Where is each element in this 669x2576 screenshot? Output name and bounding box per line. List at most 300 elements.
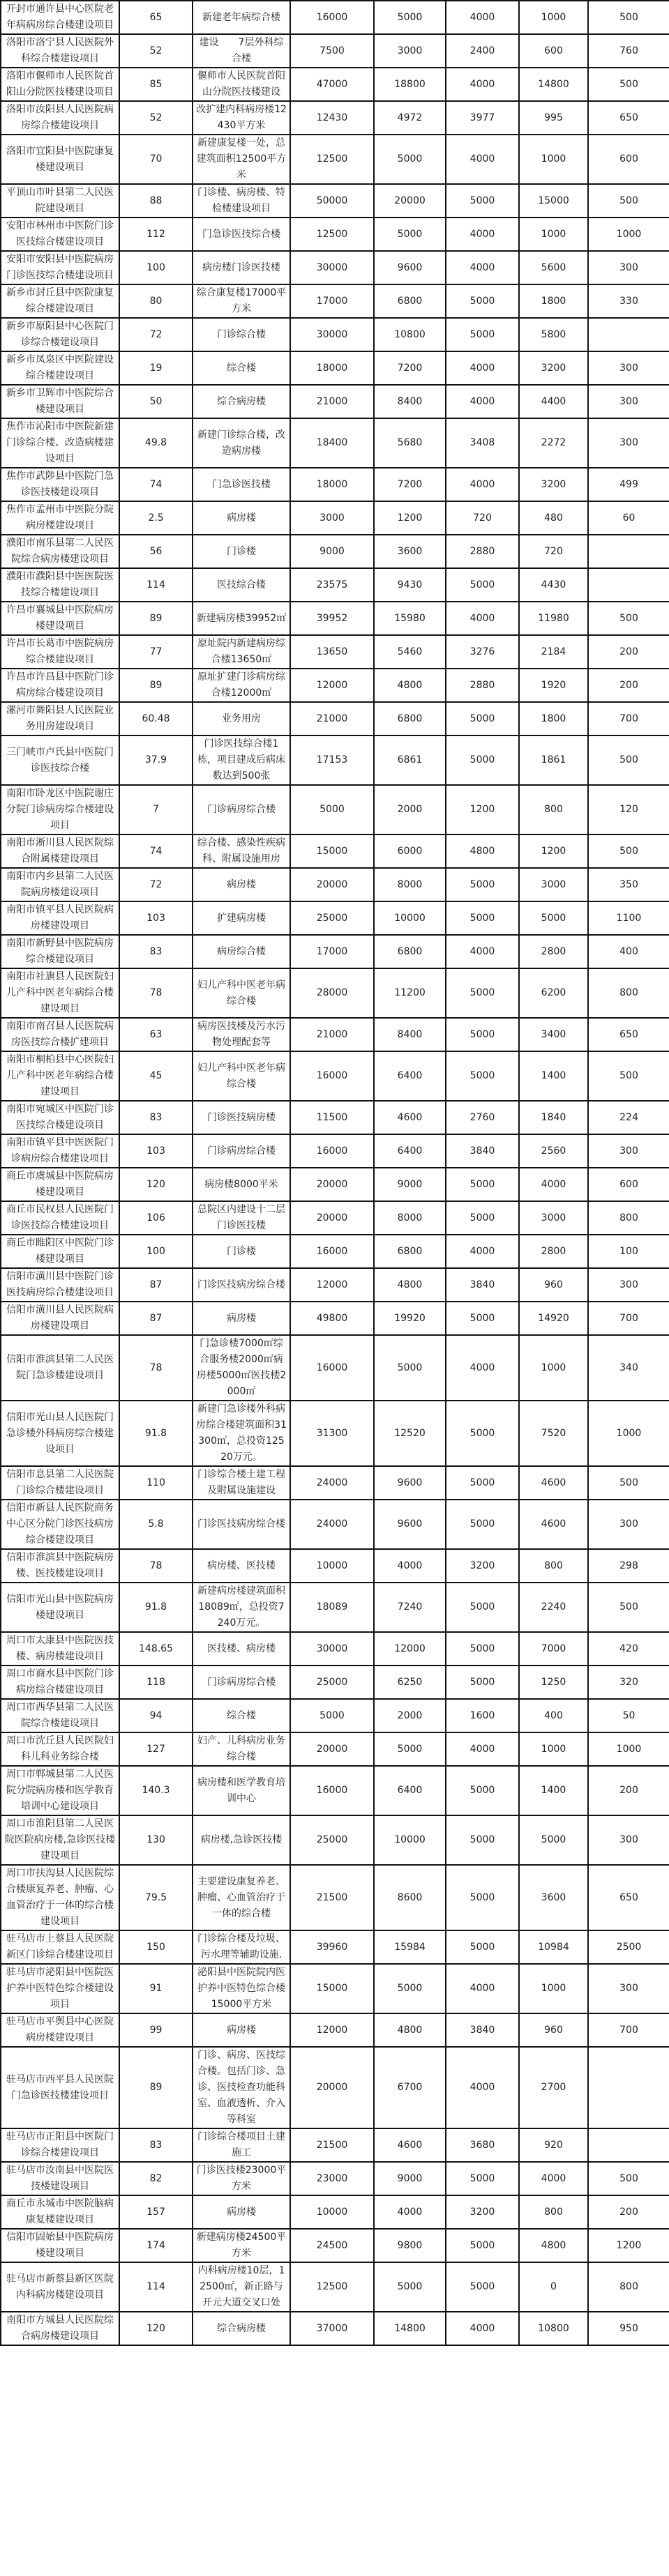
construction-content-cell: 门诊医技楼23000平方米	[193, 2162, 290, 2195]
floor-area-cell: 12500	[290, 2262, 374, 2312]
equipment-cell: 760	[588, 34, 669, 68]
project-name-cell: 驻马店市新蔡县新区医院内科病房楼建设项目	[1, 2262, 119, 2312]
central-investment-cell: 4000	[446, 251, 519, 284]
total-investment-cell: 4000	[374, 2195, 446, 2229]
central-investment-cell: 5000	[446, 1865, 519, 1930]
central-investment-cell: 4000	[446, 935, 519, 968]
equipment-cell: 700	[588, 1302, 669, 1335]
central-investment-cell: 5000	[446, 868, 519, 901]
equipment-cell: 600	[588, 135, 669, 184]
central-investment-cell: 3977	[446, 101, 519, 135]
local-funding-cell: 1200	[519, 834, 588, 868]
local-funding-cell: 15000	[519, 184, 588, 218]
local-funding-cell: 10800	[519, 2312, 588, 2345]
central-investment-cell: 5000	[446, 2162, 519, 2195]
beds-cell: 74	[119, 468, 193, 501]
central-investment-cell: 5000	[446, 1302, 519, 1335]
table-row	[1, 834, 669, 868]
table-row	[1, 68, 669, 101]
central-investment-cell: 3680	[446, 2128, 519, 2162]
table-row	[1, 968, 669, 1018]
total-investment-cell: 5000	[374, 1732, 446, 1766]
table-row	[1, 1583, 669, 1632]
table-row	[1, 1865, 669, 1930]
table-row	[1, 1549, 669, 1583]
construction-content-cell: 内科病房楼10层，12500㎡，新正路与开元大道交叉口处	[193, 2262, 290, 2312]
central-investment-cell: 2760	[446, 1101, 519, 1134]
construction-content-cell: 病房楼8000平米	[193, 1168, 290, 1201]
central-investment-cell: 5000	[446, 1018, 519, 1051]
equipment-cell: 2500	[588, 1930, 669, 1964]
central-investment-cell: 5000	[446, 1401, 519, 1466]
local-funding-cell: 995	[519, 101, 588, 135]
central-investment-cell: 5000	[446, 702, 519, 736]
central-investment-cell: 3200	[446, 2195, 519, 2229]
table-row	[1, 2128, 669, 2162]
central-investment-cell: 4000	[446, 468, 519, 501]
floor-area-cell: 49800	[290, 1302, 374, 1335]
project-name-cell: 焦作市武陟县中医院门急诊医技楼建设项目	[1, 468, 119, 501]
project-name-cell: 安阳市林州市中医院门诊医技综合楼建设项目	[1, 218, 119, 251]
local-funding-cell: 3200	[519, 468, 588, 501]
local-funding-cell: 800	[519, 2195, 588, 2229]
equipment-cell: 200	[588, 1766, 669, 1815]
total-investment-cell: 5680	[374, 418, 446, 468]
total-investment-cell: 6800	[374, 935, 446, 968]
local-funding-cell: 1000	[519, 1, 588, 34]
beds-cell: 70	[119, 135, 193, 184]
total-investment-cell: 9000	[374, 2162, 446, 2195]
equipment-cell: 120	[588, 785, 669, 834]
floor-area-cell: 21500	[290, 1865, 374, 1930]
local-funding-cell: 1800	[519, 284, 588, 318]
project-name-cell: 洛阳市汝阳县人民医院病房综合楼建设项目	[1, 101, 119, 135]
central-investment-cell: 3200	[446, 1549, 519, 1583]
table-row	[1, 1, 669, 34]
equipment-cell: 650	[588, 1865, 669, 1930]
central-investment-cell: 4000	[446, 1964, 519, 2013]
local-funding-cell: 4600	[519, 1466, 588, 1500]
construction-content-cell: 门急诊医技综合楼	[193, 218, 290, 251]
construction-content-cell: 门诊楼、病房楼、特检楼建设项目	[193, 184, 290, 218]
total-investment-cell: 19920	[374, 1302, 446, 1335]
equipment-cell: 350	[588, 868, 669, 901]
construction-content-cell: 门急诊楼7000㎡综合服务楼2000㎡病房楼5000㎡医技楼2000㎡	[193, 1335, 290, 1401]
central-investment-cell: 3840	[446, 2013, 519, 2047]
beds-cell: 72	[119, 868, 193, 901]
beds-cell: 80	[119, 284, 193, 318]
table-row	[1, 935, 669, 968]
central-investment-cell: 5000	[446, 1632, 519, 1666]
beds-cell: 45	[119, 1051, 193, 1101]
floor-area-cell: 15000	[290, 1964, 374, 2013]
equipment-cell: 1000	[588, 1732, 669, 1766]
local-funding-cell: 1000	[519, 135, 588, 184]
equipment-cell: 500	[588, 834, 669, 868]
total-investment-cell: 8400	[374, 385, 446, 418]
floor-area-cell: 25000	[290, 1815, 374, 1865]
central-investment-cell: 5000	[446, 736, 519, 785]
equipment-cell: 300	[588, 251, 669, 284]
total-investment-cell: 1200	[374, 501, 446, 535]
table-row	[1, 1018, 669, 1051]
equipment-cell: 200	[588, 635, 669, 669]
beds-cell: 83	[119, 935, 193, 968]
floor-area-cell: 12430	[290, 101, 374, 135]
total-investment-cell: 5000	[374, 1964, 446, 2013]
table-row	[1, 101, 669, 135]
project-name-cell: 洛阳市洛宁县人民医院外科综合楼建设项目	[1, 34, 119, 68]
project-name-cell: 周口市商水县中医院门诊病房综合楼建设项目	[1, 1666, 119, 1699]
floor-area-cell: 30000	[290, 318, 374, 351]
floor-area-cell: 39952	[290, 602, 374, 635]
local-funding-cell: 1000	[519, 1964, 588, 2013]
table-row	[1, 1699, 669, 1732]
floor-area-cell: 25000	[290, 901, 374, 935]
project-name-cell: 周口市西华县第二人民医院综合楼建设项目	[1, 1699, 119, 1732]
construction-content-cell: 门诊医技综合楼1栋，项目建成后病床数达到500张	[193, 736, 290, 785]
floor-area-cell: 30000	[290, 251, 374, 284]
equipment-cell: 200	[588, 669, 669, 702]
central-investment-cell: 1600	[446, 1699, 519, 1732]
local-funding-cell: 2240	[519, 1583, 588, 1632]
construction-content-cell: 病房楼	[193, 1302, 290, 1335]
project-name-cell: 焦作市孟州市中医院分院病房楼建设项目	[1, 501, 119, 535]
total-investment-cell: 8000	[374, 868, 446, 901]
construction-content-cell: 门诊病房综合楼	[193, 1134, 290, 1168]
central-investment-cell: 4000	[446, 218, 519, 251]
table-row	[1, 736, 669, 785]
total-investment-cell: 12000	[374, 1632, 446, 1666]
project-name-cell: 信阳市固始县中医院病房楼建设项目	[1, 2229, 119, 2262]
project-name-cell: 濮阳市南乐县第二人民医院综合病房楼建设项目	[1, 535, 119, 568]
local-funding-cell: 3600	[519, 1865, 588, 1930]
central-investment-cell: 5000	[446, 1201, 519, 1235]
floor-area-cell: 11500	[290, 1101, 374, 1134]
floor-area-cell: 16000	[290, 1051, 374, 1101]
project-name-cell: 驻马店市上蔡县人民医院新区门诊综合楼建设项目	[1, 1930, 119, 1964]
beds-cell: 50	[119, 385, 193, 418]
beds-cell: 106	[119, 1201, 193, 1235]
table-row	[1, 2162, 669, 2195]
floor-area-cell: 24000	[290, 1500, 374, 1549]
beds-cell: 103	[119, 1134, 193, 1168]
project-name-cell: 南阳市卧龙区中医院谢庄分院门诊病房综合楼建设项目	[1, 785, 119, 834]
central-investment-cell: 4000	[446, 1235, 519, 1268]
beds-cell: 83	[119, 2128, 193, 2162]
local-funding-cell: 1250	[519, 1666, 588, 1699]
floor-area-cell: 20000	[290, 2047, 374, 2128]
local-funding-cell: 3000	[519, 868, 588, 901]
local-funding-cell: 2272	[519, 418, 588, 468]
local-funding-cell: 2184	[519, 635, 588, 669]
total-investment-cell: 6400	[374, 1134, 446, 1168]
total-investment-cell: 9800	[374, 2229, 446, 2262]
beds-cell: 91	[119, 1964, 193, 2013]
table-row	[1, 418, 669, 468]
floor-area-cell: 16000	[290, 1766, 374, 1815]
project-name-cell: 平顶山市叶县第二人民医院建设项目	[1, 184, 119, 218]
floor-area-cell: 28000	[290, 968, 374, 1018]
equipment-cell: 300	[588, 1500, 669, 1549]
table-row	[1, 1732, 669, 1766]
floor-area-cell: 31300	[290, 1401, 374, 1466]
equipment-cell: 330	[588, 284, 669, 318]
project-name-cell: 许昌市襄城县中医院病房楼建设项目	[1, 602, 119, 635]
project-name-cell: 商丘市永城市中医院脑病康复楼建设项目	[1, 2195, 119, 2229]
beds-cell: 74	[119, 834, 193, 868]
central-investment-cell: 5000	[446, 1466, 519, 1500]
floor-area-cell: 18000	[290, 468, 374, 501]
beds-cell: 63	[119, 1018, 193, 1051]
construction-content-cell: 门诊医技病房楼	[193, 1101, 290, 1134]
equipment-cell: 700	[588, 2013, 669, 2047]
equipment-cell: 300	[588, 1964, 669, 2013]
local-funding-cell: 2800	[519, 1235, 588, 1268]
table-row	[1, 218, 669, 251]
project-name-cell: 南阳市桐柏县中心医院妇儿产科中医老年病综合楼建设项目	[1, 1051, 119, 1101]
construction-content-cell: 建设 7层外科综合楼	[193, 34, 290, 68]
local-funding-cell: 3400	[519, 1018, 588, 1051]
construction-content-cell: 扩建病房楼	[193, 901, 290, 935]
construction-content-cell: 病房楼	[193, 2013, 290, 2047]
total-investment-cell: 18800	[374, 68, 446, 101]
total-investment-cell: 4800	[374, 669, 446, 702]
project-name-cell: 南阳市方城县人民医院综合病房楼建设项目	[1, 2312, 119, 2345]
central-investment-cell: 5000	[446, 1051, 519, 1101]
local-funding-cell: 14800	[519, 68, 588, 101]
project-name-cell: 信阳市淮滨县中医院病房楼、医技楼建设项目	[1, 1549, 119, 1583]
table-row	[1, 1168, 669, 1201]
construction-content-cell: 新建门诊综合楼，改造病房楼	[193, 418, 290, 468]
beds-cell: 130	[119, 1815, 193, 1865]
total-investment-cell: 8600	[374, 1865, 446, 1930]
total-investment-cell: 9600	[374, 1466, 446, 1500]
floor-area-cell: 21000	[290, 385, 374, 418]
total-investment-cell: 7200	[374, 351, 446, 385]
local-funding-cell: 920	[519, 2128, 588, 2162]
beds-cell: 118	[119, 1666, 193, 1699]
local-funding-cell: 720	[519, 535, 588, 568]
project-name-cell: 周口市沈丘县人民医院妇科儿科业务综合楼	[1, 1732, 119, 1766]
equipment-cell: 500	[588, 1466, 669, 1500]
local-funding-cell: 2800	[519, 935, 588, 968]
local-funding-cell: 3200	[519, 351, 588, 385]
construction-content-cell: 门诊综合楼项目土建施工	[193, 2128, 290, 2162]
equipment-cell: 650	[588, 1018, 669, 1051]
central-investment-cell: 4000	[446, 2047, 519, 2128]
local-funding-cell: 960	[519, 1268, 588, 1302]
table-row	[1, 568, 669, 602]
total-investment-cell: 6800	[374, 1235, 446, 1268]
central-investment-cell: 5000	[446, 2262, 519, 2312]
floor-area-cell: 39960	[290, 1930, 374, 1964]
beds-cell: 79.5	[119, 1865, 193, 1930]
beds-cell: 120	[119, 2312, 193, 2345]
table-row	[1, 1964, 669, 2013]
local-funding-cell: 5600	[519, 251, 588, 284]
construction-content-cell: 综合病房楼	[193, 385, 290, 418]
floor-area-cell: 21500	[290, 2128, 374, 2162]
beds-cell: 5.8	[119, 1500, 193, 1549]
floor-area-cell: 20000	[290, 1732, 374, 1766]
construction-content-cell: 新建康复楼一处，总建筑面积12500平方米	[193, 135, 290, 184]
equipment-cell: 500	[588, 184, 669, 218]
equipment-cell: 298	[588, 1549, 669, 1583]
table-row	[1, 1235, 669, 1268]
equipment-cell: 1100	[588, 901, 669, 935]
total-investment-cell: 14800	[374, 2312, 446, 2345]
floor-area-cell: 5000	[290, 785, 374, 834]
total-investment-cell: 15984	[374, 1930, 446, 1964]
total-investment-cell: 2000	[374, 785, 446, 834]
total-investment-cell: 5000	[374, 135, 446, 184]
total-investment-cell: 6250	[374, 1666, 446, 1699]
total-investment-cell: 12520	[374, 1401, 446, 1466]
total-investment-cell: 15980	[374, 602, 446, 635]
project-name-cell: 南阳市镇平县人民医院病房楼建设项目	[1, 901, 119, 935]
central-investment-cell: 4000	[446, 351, 519, 385]
project-name-cell: 驻马店市泌阳县中医院医护养中医特色综合楼建设项目	[1, 1964, 119, 2013]
project-name-cell: 新乡市凤泉区中医院建设综合楼建设项目	[1, 351, 119, 385]
project-name-cell: 信阳市光山县人民医院门急诊楼外科病房综合楼建设项目	[1, 1401, 119, 1466]
floor-area-cell: 30000	[290, 1632, 374, 1666]
construction-content-cell: 新建病房楼39952㎡	[193, 602, 290, 635]
project-name-cell: 驻马店市汝南县中医院医技楼建设项目	[1, 2162, 119, 2195]
construction-content-cell: 病房楼、医技楼	[193, 1549, 290, 1583]
floor-area-cell: 23575	[290, 568, 374, 602]
project-name-cell: 周口市扶沟县人民医院综合楼康复养老、肿瘤、心血管治疗于一体的综合楼建设项目	[1, 1865, 119, 1930]
project-name-cell: 南阳市淅川县人民医院综合附属楼建设项目	[1, 834, 119, 868]
floor-area-cell: 12500	[290, 135, 374, 184]
central-investment-cell: 1200	[446, 785, 519, 834]
floor-area-cell: 20000	[290, 1201, 374, 1235]
equipment-cell: 600	[588, 1168, 669, 1201]
equipment-cell: 1200	[588, 2229, 669, 2262]
floor-area-cell: 12000	[290, 1268, 374, 1302]
floor-area-cell: 23000	[290, 2162, 374, 2195]
total-investment-cell: 8000	[374, 1201, 446, 1235]
project-name-cell: 信阳市潢川县人民医院病房楼建设项目	[1, 1302, 119, 1335]
construction-content-cell: 业务用房	[193, 702, 290, 736]
total-investment-cell: 4972	[374, 101, 446, 135]
beds-cell: 91.8	[119, 1401, 193, 1466]
table-row	[1, 1051, 669, 1101]
table-row	[1, 1632, 669, 1666]
project-name-cell: 商丘市虞城县中医院病房楼建设项目	[1, 1168, 119, 1201]
beds-cell: 100	[119, 1235, 193, 1268]
beds-cell: 91.8	[119, 1583, 193, 1632]
table-row	[1, 2312, 669, 2345]
beds-cell: 78	[119, 1335, 193, 1401]
equipment-cell: 100	[588, 1235, 669, 1268]
project-name-cell: 周口市郸城县第二人民医院分院病房楼和医学教育培训中心建设项目	[1, 1766, 119, 1815]
floor-area-cell: 47000	[290, 68, 374, 101]
construction-content-cell: 病房综合楼	[193, 935, 290, 968]
table-row	[1, 901, 669, 935]
central-investment-cell: 4000	[446, 1335, 519, 1401]
project-name-cell: 南阳市社旗县人民医院妇儿产科中医老年病综合楼建设项目	[1, 968, 119, 1018]
beds-cell: 127	[119, 1732, 193, 1766]
floor-area-cell: 20000	[290, 1168, 374, 1201]
total-investment-cell: 9600	[374, 1500, 446, 1549]
local-funding-cell: 7520	[519, 1401, 588, 1466]
equipment-cell	[588, 535, 669, 568]
central-investment-cell: 5000	[446, 1930, 519, 1964]
beds-cell: 56	[119, 535, 193, 568]
local-funding-cell: 4430	[519, 568, 588, 602]
local-funding-cell: 2700	[519, 2047, 588, 2128]
total-investment-cell: 6400	[374, 1766, 446, 1815]
table-row	[1, 34, 669, 68]
local-funding-cell: 1920	[519, 669, 588, 702]
construction-content-cell: 病房楼和医学教育培训中心	[193, 1766, 290, 1815]
total-investment-cell: 6700	[374, 2047, 446, 2128]
local-funding-cell: 1400	[519, 1766, 588, 1815]
local-funding-cell: 1800	[519, 702, 588, 736]
table-row	[1, 669, 669, 702]
total-investment-cell: 6000	[374, 834, 446, 868]
equipment-cell: 800	[588, 2262, 669, 2312]
floor-area-cell: 21000	[290, 702, 374, 736]
total-investment-cell: 8400	[374, 1018, 446, 1051]
total-investment-cell: 10000	[374, 901, 446, 935]
beds-cell: 89	[119, 669, 193, 702]
project-name-cell: 安阳市安阳县中医院病房门诊医技综合楼建设项目	[1, 251, 119, 284]
beds-cell: 19	[119, 351, 193, 385]
floor-area-cell: 16000	[290, 1335, 374, 1401]
local-funding-cell: 4600	[519, 1500, 588, 1549]
construction-content-cell: 门诊综合楼	[193, 318, 290, 351]
project-name-cell: 商丘市民权县人民医院门诊医技综合楼建设项目	[1, 1201, 119, 1235]
beds-cell: 37.9	[119, 736, 193, 785]
table-row	[1, 2195, 669, 2229]
central-investment-cell: 3408	[446, 418, 519, 468]
construction-content-cell: 门诊医技病房综合楼	[193, 1268, 290, 1302]
project-name-cell: 驻马店市西平县人民医院门急诊医技楼建设项目	[1, 2047, 119, 2128]
local-funding-cell: 800	[519, 785, 588, 834]
total-investment-cell: 4800	[374, 1268, 446, 1302]
table-row	[1, 1201, 669, 1235]
beds-cell: 88	[119, 184, 193, 218]
equipment-cell: 500	[588, 1583, 669, 1632]
total-investment-cell: 4600	[374, 2128, 446, 2162]
equipment-cell: 300	[588, 351, 669, 385]
beds-cell: 148.65	[119, 1632, 193, 1666]
local-funding-cell: 5000	[519, 901, 588, 935]
central-investment-cell: 5000	[446, 2229, 519, 2262]
table-row	[1, 1466, 669, 1500]
floor-area-cell: 25000	[290, 1666, 374, 1699]
total-investment-cell: 7200	[374, 468, 446, 501]
local-funding-cell: 4000	[519, 2162, 588, 2195]
construction-content-cell: 总院区内建设十二层门诊医技楼	[193, 1201, 290, 1235]
equipment-cell: 650	[588, 101, 669, 135]
project-name-cell: 周口市太康县中医院医技楼、病房楼建设项目	[1, 1632, 119, 1666]
project-name-cell: 商丘市睢阳区中医院门诊楼建设项目	[1, 1235, 119, 1268]
project-name-cell: 驻马店市正阳县中医院门诊综合楼建设项目	[1, 2128, 119, 2162]
equipment-cell: 300	[588, 385, 669, 418]
table-row	[1, 468, 669, 501]
equipment-cell: 1000	[588, 1401, 669, 1466]
local-funding-cell: 14920	[519, 1302, 588, 1335]
project-name-cell: 南阳市南召县人民医院病房医技综合楼扩建项目	[1, 1018, 119, 1051]
table-row	[1, 785, 669, 834]
floor-area-cell: 16000	[290, 1, 374, 34]
beds-cell: 103	[119, 901, 193, 935]
construction-content-cell: 妇儿产科中医老年病综合楼	[193, 968, 290, 1018]
table-row	[1, 2013, 669, 2047]
